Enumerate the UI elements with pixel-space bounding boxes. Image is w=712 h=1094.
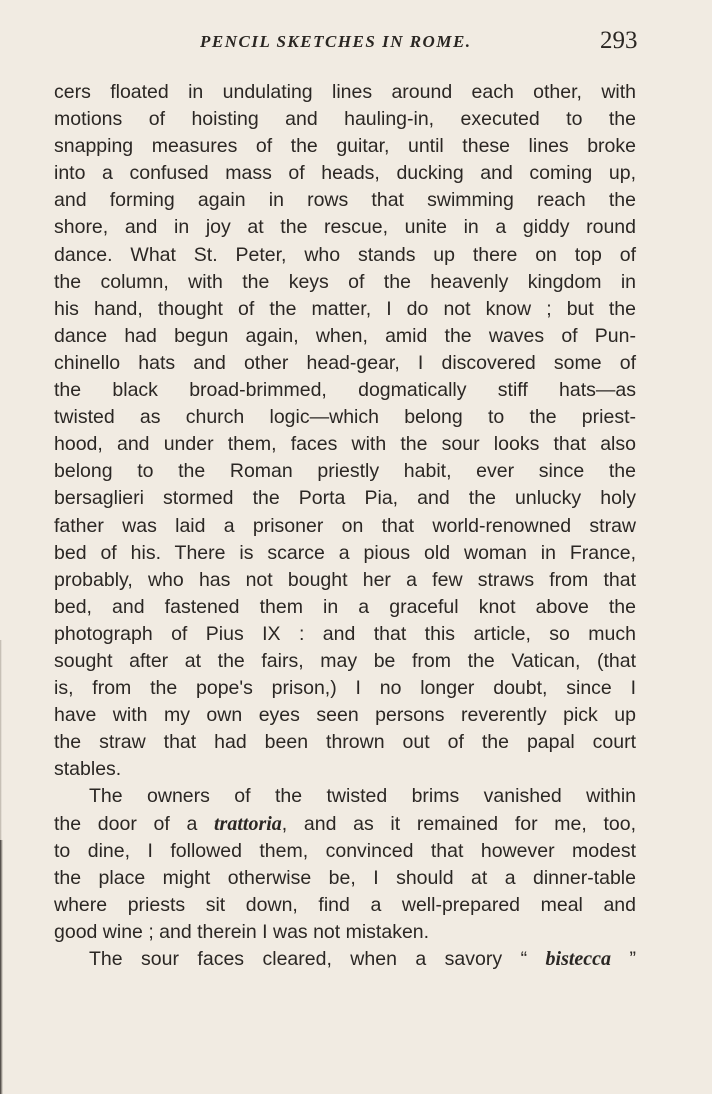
- text-line: sought after at the fairs, may be from the Vatican, (that: [54, 649, 636, 672]
- text-line: to dine, I followed them, convinced that however modest: [54, 839, 636, 862]
- text-line: the column, with the keys of the heavenly kingdom in: [54, 270, 636, 293]
- page-number: 293: [600, 27, 638, 54]
- italic-word: trattoria: [214, 812, 282, 835]
- text-line: stables.: [54, 758, 122, 781]
- text-line: have with my own eyes seen persons reverently pick up: [54, 704, 636, 727]
- text-line: belong to the Roman priestly habit, ever since the: [54, 460, 636, 483]
- italic-word: bistecca: [545, 948, 612, 970]
- text-line: cers floated in undulating lines around each other, with: [54, 81, 636, 103]
- text-line: bed, and fastened them in a graceful knot above the: [54, 595, 636, 618]
- text-line: The owners of the twisted brims vanished within: [89, 785, 636, 808]
- text-line: into a confused mass of heads, ducking and coming up,: [54, 162, 636, 185]
- text-line: where priests sit down, find a well-prepared meal and: [54, 893, 636, 916]
- text-line: father was laid a prisoner on that world-renowned straw: [54, 514, 636, 537]
- text-segment: The sour faces cleared, when a savory: [89, 948, 521, 970]
- text-line: photograph of Pius IX : and that this article, so much: [54, 622, 636, 645]
- text-line: snapping measures of the guitar, until these lines broke: [54, 135, 636, 158]
- text-line: chinello hats and other head-gear, I discovered some of: [54, 351, 636, 374]
- text-line: bersaglieri stormed the Porta Pia, and the unlucky holy: [54, 487, 636, 510]
- text-line: bed of his. There is scarce a pious old woman in France,: [54, 541, 636, 564]
- text-line: the place might otherwise be, I should at a dinner-table: [54, 866, 636, 889]
- text-line: motions of hoisting and hauling-in, executed to the: [54, 108, 636, 131]
- running-head: PENCIL SKETCHES IN ROME.: [200, 32, 472, 51]
- text-segment: , and as it remained for me, too,: [281, 812, 636, 835]
- text-line: shore, and in joy at the rescue, unite in a giddy round: [54, 216, 636, 239]
- text-line: probably, who has not bought her a few straws from that: [54, 568, 636, 591]
- text-line: [54, 811, 636, 838]
- text-line: good wine ; and therein I was not mistaken.: [54, 920, 430, 943]
- text-line: and forming again in rows that swimming reach the: [54, 189, 636, 212]
- close-quote: ”: [629, 948, 636, 970]
- text-line: the straw that had been thrown out of the papal court: [54, 731, 636, 754]
- page-edge-shadow: [0, 640, 2, 840]
- text-line: his hand, thought of the matter, I do not know ; but the: [54, 297, 636, 320]
- text-line: hood, and under them, faces with the sour looks that also: [54, 433, 636, 456]
- text-line: twisted as church logic—which belong to the priest-: [54, 406, 636, 429]
- text-line: the black broad-brimmed, dogmatically stiff hats—as: [54, 379, 636, 402]
- text-line: [54, 946, 636, 973]
- page-edge-shadow: [0, 840, 3, 1094]
- text-line: dance. What St. Peter, who stands up there on top of: [54, 243, 636, 266]
- open-quote: “: [520, 948, 528, 970]
- text-line: dance had begun again, when, amid the waves of Pun-: [54, 324, 636, 347]
- body-text: [54, 79, 636, 973]
- text-line: is, from the pope's prison,) I no longer doubt, since I: [54, 677, 636, 700]
- text-segment: the door of a: [54, 812, 214, 835]
